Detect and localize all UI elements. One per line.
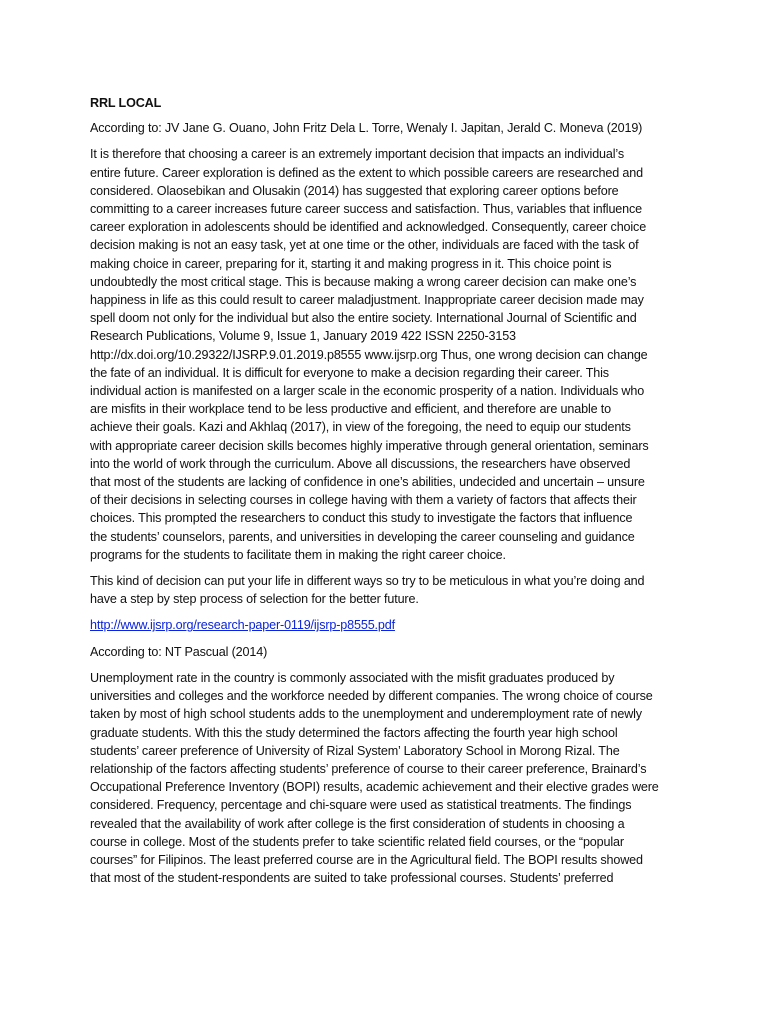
text-line: Research Publications, Volume 9, Issue 1, January 2019 422 ISSN 2250-3153 bbox=[90, 329, 516, 344]
text-line: with appropriate career decision skills becomes highly imperative through general orientation, seminars bbox=[90, 438, 649, 453]
text-line: Occupational Preference Inventory (BOPI) results, academic achievement and their elective grades were bbox=[90, 780, 659, 795]
text-line: graduate students. With this the study determined the factors affecting the fourth year high school bbox=[90, 725, 618, 740]
section-heading: RRL LOCAL bbox=[90, 96, 162, 110]
text-line: undoubtedly the most critical stage. This is because making a wrong career decision can make one’s bbox=[90, 274, 637, 289]
text-line: This kind of decision can put your life in different ways so try to be meticulous in what you’re doing and bbox=[90, 574, 645, 589]
text-line: programs for the students to facilitate them in making the right career choice. bbox=[90, 547, 506, 562]
paragraph-unemployment bbox=[90, 669, 659, 887]
paragraph-decision-advice bbox=[90, 572, 656, 608]
ijsrp-pdf-link[interactable]: http://www.ijsrp.org/research-paper-0119/ijsrp-p8555.pdf bbox=[90, 618, 395, 633]
text-line: spell doom not only for the individual but also the entire society. International Journal of Scientific and bbox=[90, 311, 637, 326]
text-line: choices. This prompted the researchers to conduct this study to investigate the factors that influence bbox=[90, 511, 633, 526]
citation-pascual-2014: According to: NT Pascual (2014) bbox=[90, 644, 268, 659]
text-line: career exploration in adolescents should be identified and acknowledged. Consequently, career choice bbox=[90, 220, 647, 235]
text-line: individual action is manifested on a larger scale in the economic prosperity of a nation. Individuals who bbox=[90, 384, 645, 399]
text-line: considered. Frequency, percentage and chi-square were used as statistical treatments. The findings bbox=[90, 798, 632, 813]
text-line: universities and colleges and the workforce needed by different companies. The wrong choice of course bbox=[90, 689, 653, 704]
text-line: students’ career preference of University of Rizal System’ Laboratory School in Morong Rizal. The bbox=[90, 743, 620, 758]
paragraph-career-choice bbox=[90, 145, 656, 564]
text-line: revealed that the availability of work after college is the first consideration of students in choosing a bbox=[90, 816, 625, 831]
text-line: taken by most of high school students adds to the unemployment and underemployment rate of newly bbox=[90, 707, 642, 722]
text-line: the fate of an individual. It is difficult for everyone to make a decision regarding their career. This bbox=[90, 365, 609, 380]
reference-link-row bbox=[90, 616, 656, 634]
text-line: It is therefore that choosing a career is an extremely important decision that impacts an individual’s bbox=[90, 147, 624, 162]
text-line: considered. Olaosebikan and Olusakin (2014) has suggested that exploring career options before bbox=[90, 183, 619, 198]
text-line: of their decisions in selecting courses in college having with them a variety of factors that affects their bbox=[90, 493, 637, 508]
text-line: entire future. Career exploration is defined as the extent to which possible careers are researched and bbox=[90, 165, 643, 180]
text-line: happiness in life as this could result to career maladjustment. Inappropriate career decision made may bbox=[90, 293, 644, 308]
text-line: the students’ counselors, parents, and universities in developing the career counseling and guidance bbox=[90, 529, 635, 544]
text-line: that most of the students are lacking of confidence in one’s abilities, undecided and uncertain – unsure bbox=[90, 475, 645, 490]
text-line: that most of the student-respondents are suited to take professional courses. Students’ preferred bbox=[90, 871, 614, 886]
text-line: achieve their goals. Kazi and Akhlaq (2017), in view of the foregoing, the need to equip our students bbox=[90, 420, 631, 435]
text-line: Unemployment rate in the country is commonly associated with the misfit graduates produced by bbox=[90, 670, 615, 685]
text-line: http://dx.doi.org/10.29322/IJSRP.9.01.2019.p8555 www.ijsrp.org Thus, one wrong decision can change bbox=[90, 347, 648, 362]
text-line: decision making is not an easy task, yet at one time or the other, individuals are faced with the task of bbox=[90, 238, 639, 253]
text-line: into the world of work through the curriculum. Above all discussions, the researchers have observed bbox=[90, 456, 631, 471]
text-line: relationship of the factors affecting students’ preference of course to their career preference, Brainard’s bbox=[90, 761, 647, 776]
text-line: courses” for Filipinos. The least preferred course are in the Agricultural field. The BOPI results showed bbox=[90, 852, 643, 867]
text-line: are misfits in their workplace tend to be less productive and efficient, and therefore are unable to bbox=[90, 402, 612, 417]
text-line: have a step by step process of selection for the better future. bbox=[90, 592, 419, 607]
text-line: committing to a career increases future career success and satisfaction. Thus, variables that influence bbox=[90, 202, 643, 217]
text-line: making choice in career, preparing for it, starting it and making progress in it. This choice point is bbox=[90, 256, 612, 271]
text-line: course in college. Most of the students prefer to take scientific related field courses, or the “popular bbox=[90, 834, 624, 849]
citation-ouano-2019: According to: JV Jane G. Ouano, John Fritz Dela L. Torre, Wenaly I. Japitan, Jerald C. Moneva (2019) bbox=[90, 121, 643, 136]
